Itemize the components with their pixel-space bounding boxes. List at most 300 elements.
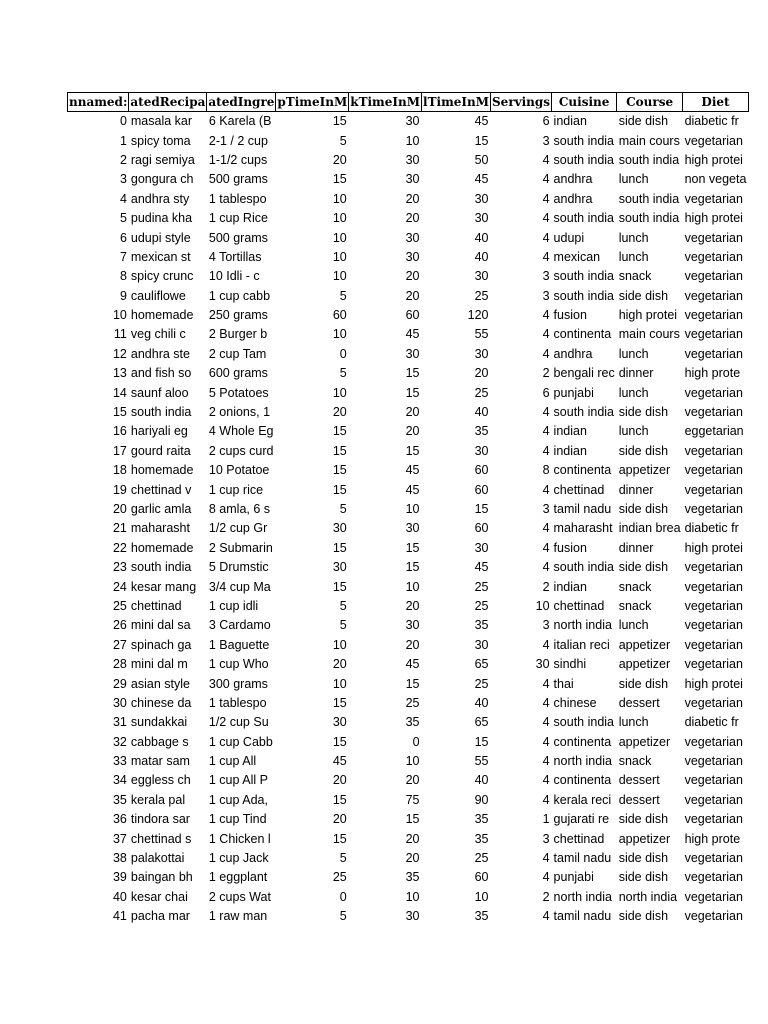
cell-diet: non vegeta: [684, 172, 747, 187]
cell-total-time: 15: [474, 502, 489, 516]
cell-total-time: 25: [474, 598, 489, 613]
cell-cuisine: tamil nadu: [553, 502, 612, 516]
cell-row-index: 17: [112, 443, 127, 458]
table-row: [68, 907, 749, 926]
cell-cook-time: 10: [405, 889, 420, 904]
cell-cuisine: chinese: [553, 695, 597, 710]
cell-total-time: 25: [474, 851, 489, 866]
cell-total-time: 35: [474, 909, 489, 924]
cell-prep-time: 20: [332, 405, 347, 420]
cell-row-index: 34: [112, 773, 127, 788]
cell-recipe-name: hariyali eg: [130, 424, 188, 439]
cell-diet: vegetarian: [684, 327, 743, 342]
cell-cuisine: south india: [553, 211, 615, 226]
cell-cook-time: 15: [405, 560, 420, 575]
cell-diet: vegetarian: [684, 482, 743, 497]
cell-servings: 4: [542, 792, 550, 807]
cell-recipe-name: mexican st: [130, 249, 191, 264]
cell-row-index: 7: [119, 249, 127, 264]
cell-cuisine: south india: [553, 288, 615, 303]
cell-cuisine: italian reci: [553, 637, 610, 652]
cell-cuisine: chettinad: [553, 598, 605, 613]
table-row: [68, 694, 749, 713]
cell-cuisine: chettinad: [553, 482, 605, 497]
cell-recipe-name: gongura ch: [130, 172, 194, 187]
cell-cuisine: tamil nadu: [553, 909, 612, 924]
cell-servings: 4: [542, 346, 550, 361]
cell-ingredients: 1 eggplant: [208, 870, 268, 885]
cell-diet: vegetarian: [684, 889, 743, 904]
cell-cook-time: 15: [405, 366, 420, 381]
table-row: [68, 131, 749, 150]
cell-servings: 4: [542, 152, 550, 167]
cell-course: appetizer: [618, 657, 671, 672]
cell-row-index: 16: [112, 424, 127, 439]
cell-total-time: 120: [467, 308, 489, 323]
cell-servings: 4: [542, 424, 550, 439]
cell-course: snack: [618, 579, 652, 594]
table-row: [68, 287, 749, 306]
cell-total-time: 55: [474, 754, 489, 769]
cell-cuisine: north india: [553, 618, 612, 633]
table-row: [68, 345, 749, 364]
cell-cuisine: chettinad: [553, 831, 605, 846]
cell-total-time: 30: [474, 540, 489, 555]
column-header-cuisine: Cuisine: [552, 93, 617, 112]
cell-ingredients: 1 tablespo: [208, 191, 267, 206]
cell-total-time: 40: [474, 230, 489, 245]
cell-total-time: 35: [474, 831, 489, 846]
cell-recipe-name: chinese da: [130, 695, 192, 710]
cell-cook-time: 45: [405, 327, 420, 342]
cell-cook-time: 15: [405, 443, 420, 458]
cell-ingredients: 600 grams: [208, 366, 268, 381]
cell-row-index: 40: [112, 889, 127, 904]
cell-servings: 6: [542, 114, 550, 129]
cell-diet: vegetarian: [684, 385, 743, 400]
cell-ingredients: 10 Potatoe: [208, 463, 270, 478]
table-row: [68, 267, 749, 286]
cell-recipe-name: asian style: [130, 676, 190, 691]
cell-course: side dish: [618, 502, 669, 516]
cell-cuisine: andhra: [553, 346, 593, 361]
cell-cook-time: 10: [405, 133, 420, 148]
cell-cuisine: continenta: [553, 734, 612, 749]
cell-prep-time: 10: [332, 269, 347, 284]
cell-row-index: 23: [112, 560, 127, 575]
table-row: [68, 500, 749, 519]
cell-ingredients: 1 cup Rice: [208, 211, 268, 226]
cell-cook-time: 15: [405, 385, 420, 400]
cell-ingredients: 3 Cardamo: [208, 618, 271, 633]
table-row: [68, 577, 749, 596]
cell-cuisine: andhra: [553, 191, 593, 206]
cell-diet: high protei: [684, 211, 743, 226]
cell-total-time: 25: [474, 676, 489, 691]
table-row: [68, 228, 749, 247]
cell-recipe-name: chettinad s: [130, 831, 192, 846]
cell-servings: 4: [542, 773, 550, 788]
cell-cook-time: 20: [405, 598, 420, 613]
cell-prep-time: 30: [332, 521, 347, 536]
table-row: [68, 868, 749, 887]
column-header-translated-recipe-name: atedRecipa: [129, 93, 207, 112]
cell-servings: 4: [542, 851, 550, 866]
cell-cook-time: 60: [405, 308, 420, 323]
cell-prep-time: 10: [332, 637, 347, 652]
cell-recipe-name: ragi semiya: [130, 152, 195, 167]
cell-cook-time: 15: [405, 540, 420, 555]
cell-servings: 4: [542, 172, 550, 187]
cell-recipe-name: saunf aloo: [130, 385, 189, 400]
cell-cuisine: south india: [553, 152, 615, 167]
cell-total-time: 30: [474, 191, 489, 206]
cell-diet: high protei: [684, 540, 743, 555]
cell-prep-time: 15: [332, 579, 347, 594]
cell-servings: 4: [542, 327, 550, 342]
cell-diet: vegetarian: [684, 405, 743, 420]
cell-prep-time: 10: [332, 191, 347, 206]
table-row: [68, 209, 749, 228]
cell-recipe-name: baingan bh: [130, 870, 193, 885]
table-row: [68, 422, 749, 441]
cell-cuisine: south india: [553, 269, 615, 284]
cell-recipe-name: cauliflowe: [130, 288, 186, 303]
cell-prep-time: 45: [332, 754, 347, 769]
cell-prep-time: 20: [332, 812, 347, 827]
cell-cook-time: 30: [405, 346, 420, 361]
cell-recipe-name: spicy toma: [130, 133, 191, 148]
cell-cook-time: 30: [405, 909, 420, 924]
cell-cook-time: 30: [405, 172, 420, 187]
cell-cuisine: punjabi: [553, 385, 594, 400]
cell-course: lunch: [618, 618, 649, 633]
cell-row-index: 21: [112, 521, 127, 536]
cell-cook-time: 20: [405, 637, 420, 652]
cell-ingredients: 5 Potatoes: [208, 385, 269, 400]
cell-row-index: 39: [112, 870, 127, 885]
cell-row-index: 13: [112, 366, 127, 381]
cell-diet: vegetarian: [684, 598, 743, 613]
cell-diet: high prote: [684, 831, 741, 846]
cell-ingredients: 1 cup Who: [208, 657, 269, 672]
table-row: [68, 190, 749, 209]
cell-total-time: 30: [474, 637, 489, 652]
cell-diet: diabetic fr: [684, 114, 739, 129]
cell-servings: 4: [542, 870, 550, 885]
cell-diet: vegetarian: [684, 695, 743, 710]
cell-course: north india: [618, 889, 678, 904]
cell-course: appetizer: [618, 734, 671, 749]
cell-row-index: 41: [112, 909, 127, 924]
cell-diet: vegetarian: [684, 851, 743, 866]
column-header-translated-ingredients: atedIngre: [207, 93, 276, 112]
cell-total-time: 45: [474, 172, 489, 187]
cell-cook-time: 20: [405, 211, 420, 226]
cell-course: snack: [618, 598, 652, 613]
cell-row-index: 31: [112, 715, 127, 730]
cell-ingredients: 1 tablespo: [208, 695, 267, 710]
cell-prep-time: 15: [332, 424, 347, 439]
column-header-servings: Servings: [491, 93, 552, 112]
cell-ingredients: 1/2 cup Gr: [208, 521, 268, 536]
cell-cook-time: 45: [405, 482, 420, 497]
cell-diet: vegetarian: [684, 249, 743, 264]
cell-ingredients: 1 cup idli: [208, 598, 259, 613]
cell-course: appetizer: [618, 637, 671, 652]
cell-servings: 3: [542, 133, 550, 148]
cell-diet: vegetarian: [684, 191, 743, 206]
cell-row-index: 6: [119, 230, 127, 245]
cell-diet: vegetarian: [684, 909, 743, 924]
column-header-prep-time: pTimeInM: [276, 93, 349, 112]
cell-prep-time: 10: [332, 327, 347, 342]
table-row: [68, 461, 749, 480]
cell-course: side dish: [618, 288, 669, 303]
cell-prep-time: 15: [332, 831, 347, 846]
cell-recipe-name: pudina kha: [130, 211, 193, 226]
cell-recipe-name: homemade: [130, 308, 194, 323]
cell-ingredients: 2 Submarin: [208, 540, 273, 555]
cell-prep-time: 15: [332, 482, 347, 497]
cell-prep-time: 10: [332, 211, 347, 226]
cell-total-time: 15: [474, 133, 489, 148]
cell-servings: 4: [542, 211, 550, 226]
cell-cook-time: 30: [405, 249, 420, 264]
cell-servings: 4: [542, 540, 550, 555]
cell-course: lunch: [618, 172, 649, 187]
cell-total-time: 60: [474, 870, 489, 885]
cell-row-index: 32: [112, 734, 127, 749]
cell-ingredients: 250 grams: [208, 308, 268, 323]
cell-prep-time: 0: [339, 346, 347, 361]
table-row: [68, 616, 749, 635]
cell-prep-time: 5: [339, 366, 347, 381]
cell-recipe-name: and fish so: [130, 366, 192, 381]
cell-row-index: 0: [119, 114, 127, 129]
cell-total-time: 30: [474, 346, 489, 361]
cell-row-index: 19: [112, 482, 127, 497]
table-row: [68, 752, 749, 771]
cell-total-time: 40: [474, 773, 489, 788]
spreadsheet-table: [67, 92, 749, 926]
table-body: [68, 112, 749, 927]
cell-cuisine: gujarati re: [553, 812, 610, 827]
cell-diet: vegetarian: [684, 792, 743, 807]
cell-ingredients: 1-1/2 cups: [208, 152, 268, 167]
cell-ingredients: 1 Chicken l: [208, 831, 271, 846]
cell-prep-time: 5: [339, 502, 347, 516]
cell-diet: high protei: [684, 676, 743, 691]
cell-cook-time: 20: [405, 191, 420, 206]
cell-row-index: 20: [112, 502, 127, 516]
cell-cuisine: fusion: [553, 540, 587, 555]
cell-recipe-name: kesar chai: [130, 889, 188, 904]
cell-total-time: 35: [474, 618, 489, 633]
cell-recipe-name: udupi style: [130, 230, 191, 245]
cell-prep-time: 15: [332, 695, 347, 710]
cell-total-time: 30: [474, 269, 489, 284]
cell-prep-time: 15: [332, 792, 347, 807]
cell-recipe-name: south india: [130, 560, 192, 575]
cell-cook-time: 15: [405, 812, 420, 827]
cell-servings: 4: [542, 521, 550, 536]
cell-course: lunch: [618, 230, 649, 245]
cell-row-index: 33: [112, 754, 127, 769]
cell-course: south india: [618, 152, 680, 167]
cell-servings: 6: [542, 385, 550, 400]
cell-cook-time: 45: [405, 657, 420, 672]
cell-total-time: 60: [474, 482, 489, 497]
table-row: [68, 306, 749, 325]
cell-ingredients: 8 amla, 6 s: [208, 502, 271, 516]
cell-course: dessert: [618, 695, 660, 710]
cell-recipe-name: chettinad: [130, 598, 182, 613]
cell-prep-time: 5: [339, 598, 347, 613]
cell-cuisine: south india: [553, 560, 615, 575]
cell-total-time: 65: [474, 657, 489, 672]
cell-diet: high prote: [684, 366, 741, 381]
cell-total-time: 45: [474, 560, 489, 575]
cell-course: side dish: [618, 560, 669, 575]
cell-servings: 2: [542, 366, 550, 381]
cell-cook-time: 0: [412, 734, 420, 749]
cell-ingredients: 300 grams: [208, 676, 268, 691]
cell-ingredients: 2 cups Wat: [208, 889, 271, 904]
cell-diet: vegetarian: [684, 734, 743, 749]
cell-servings: 4: [542, 734, 550, 749]
table-row: [68, 539, 749, 558]
cell-row-index: 37: [112, 831, 127, 846]
cell-cuisine: kerala reci: [553, 792, 612, 807]
cell-ingredients: 2 onions, 1: [208, 405, 271, 420]
cell-total-time: 30: [474, 443, 489, 458]
cell-cuisine: continenta: [553, 327, 612, 342]
cell-diet: eggetarian: [684, 424, 744, 439]
cell-total-time: 20: [474, 366, 489, 381]
cell-ingredients: 2 Burger b: [208, 327, 268, 342]
cell-cuisine: thai: [553, 676, 574, 691]
cell-total-time: 60: [474, 521, 489, 536]
cell-course: dessert: [618, 773, 660, 788]
cell-ingredients: 1 Baguette: [208, 637, 270, 652]
cell-cook-time: 20: [405, 424, 420, 439]
cell-total-time: 50: [474, 152, 489, 167]
cell-cook-time: 30: [405, 521, 420, 536]
cell-total-time: 35: [474, 424, 489, 439]
cell-servings: 4: [542, 637, 550, 652]
cell-servings: 3: [542, 618, 550, 633]
cell-course: appetizer: [618, 831, 671, 846]
cell-row-index: 4: [119, 191, 127, 206]
cell-prep-time: 60: [332, 308, 347, 323]
cell-recipe-name: eggless ch: [130, 773, 191, 788]
cell-recipe-name: andhra ste: [130, 346, 190, 361]
cell-ingredients: 1 cup Jack: [208, 851, 269, 866]
cell-servings: 2: [542, 889, 550, 904]
cell-diet: diabetic fr: [684, 521, 739, 536]
cell-cuisine: indian: [553, 443, 587, 458]
cell-recipe-name: kerala pal: [130, 792, 186, 807]
cell-cuisine: mexican: [553, 249, 601, 264]
cell-cuisine: south india: [553, 133, 615, 148]
cell-ingredients: 500 grams: [208, 172, 268, 187]
cell-total-time: 65: [474, 715, 489, 730]
cell-recipe-name: matar sam: [130, 754, 190, 769]
cell-servings: 4: [542, 482, 550, 497]
cell-cuisine: south india: [553, 405, 615, 420]
cell-diet: vegetarian: [684, 560, 743, 575]
cell-ingredients: 3/4 cup Ma: [208, 579, 271, 594]
cell-diet: vegetarian: [684, 870, 743, 885]
cell-recipe-name: maharasht: [130, 521, 190, 536]
table-row: [68, 442, 749, 461]
cell-row-index: 8: [119, 269, 127, 284]
table-row: [68, 888, 749, 907]
cell-row-index: 10: [112, 308, 127, 323]
cell-recipe-name: kesar mang: [130, 579, 197, 594]
cell-prep-time: 0: [339, 889, 347, 904]
cell-course: lunch: [618, 249, 649, 264]
cell-row-index: 12: [112, 346, 127, 361]
cell-prep-time: 20: [332, 773, 347, 788]
cell-course: side dish: [618, 909, 669, 924]
table-row: [68, 383, 749, 402]
cell-row-index: 15: [112, 405, 127, 420]
cell-servings: 4: [542, 715, 550, 730]
cell-course: lunch: [618, 715, 649, 730]
cell-course: dinner: [618, 366, 654, 381]
cell-cook-time: 75: [405, 792, 420, 807]
cell-recipe-name: sundakkai: [130, 715, 188, 730]
cell-cook-time: 10: [405, 579, 420, 594]
cell-servings: 3: [542, 831, 550, 846]
cell-cook-time: 45: [405, 463, 420, 478]
cell-total-time: 30: [474, 211, 489, 226]
cell-cook-time: 15: [405, 676, 420, 691]
cell-course: dessert: [618, 792, 660, 807]
cell-cook-time: 10: [405, 502, 420, 516]
cell-prep-time: 15: [332, 443, 347, 458]
cell-cook-time: 20: [405, 269, 420, 284]
cell-row-index: 9: [119, 288, 127, 303]
cell-course: lunch: [618, 385, 649, 400]
cell-diet: vegetarian: [684, 637, 743, 652]
cell-servings: 8: [542, 463, 550, 478]
table-row: [68, 597, 749, 616]
cell-recipe-name: chettinad v: [130, 482, 192, 497]
cell-ingredients: 2 cup Tam: [208, 346, 267, 361]
cell-row-index: 5: [119, 211, 127, 226]
column-header-course: Course: [617, 93, 683, 112]
cell-recipe-name: andhra sty: [130, 191, 190, 206]
cell-diet: vegetarian: [684, 308, 743, 323]
cell-recipe-name: tindora sar: [130, 812, 190, 827]
cell-ingredients: 6 Karela (B: [208, 114, 272, 129]
cell-ingredients: 4 Tortillas: [208, 249, 262, 264]
cell-servings: 30: [535, 657, 550, 672]
cell-prep-time: 20: [332, 152, 347, 167]
cell-total-time: 40: [474, 249, 489, 264]
table-row: [68, 849, 749, 868]
cell-recipe-name: spicy crunc: [130, 269, 194, 284]
cell-servings: 4: [542, 308, 550, 323]
cell-row-index: 18: [112, 463, 127, 478]
cell-ingredients: 1 cup All: [208, 754, 257, 769]
cell-cook-time: 20: [405, 851, 420, 866]
cell-course: lunch: [618, 346, 649, 361]
cell-course: dinner: [618, 482, 654, 497]
